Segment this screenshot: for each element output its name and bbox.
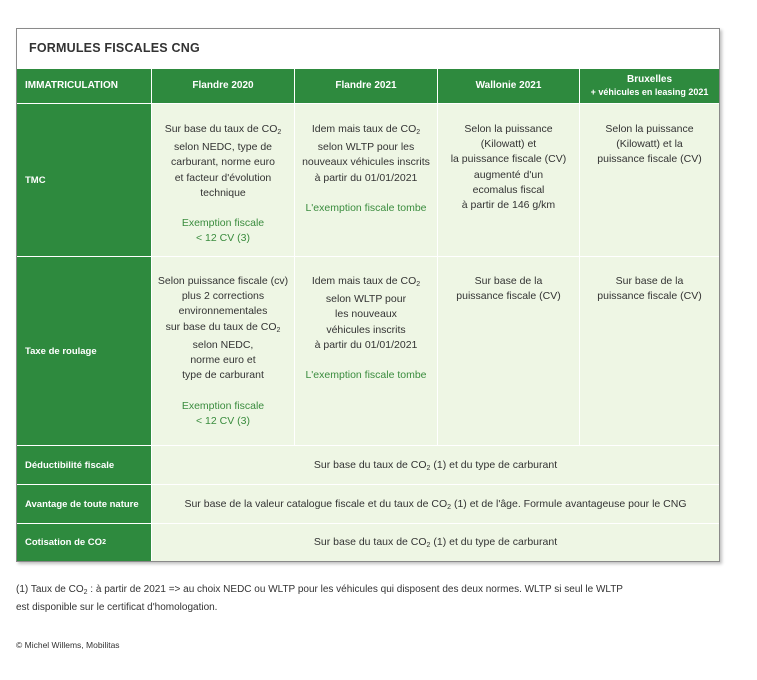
header-bruxelles [580, 69, 719, 103]
text: technique [200, 186, 246, 199]
text: type de carburant [182, 369, 264, 382]
tmc-wallonie-2021 [438, 104, 579, 256]
text: environnementales [178, 305, 268, 318]
roulage-wallonie-2021 [438, 257, 579, 445]
co2-subscript: 2 [276, 326, 281, 334]
text: selon WLTP pour [325, 293, 407, 306]
green-note: < 12 CV (3) [196, 414, 250, 427]
text: à partir du 01/01/2021 [314, 171, 418, 184]
text: (1) et du type de carburant [430, 536, 558, 548]
co2-subscript: 2 [416, 281, 421, 288]
text: la puissance fiscale (CV) [450, 153, 567, 166]
green-note: Exemption fiscale [181, 399, 265, 412]
co2-subscript: 2 [447, 503, 452, 511]
text: selon WLTP pour les [317, 141, 415, 154]
text: Cotisation de CO [25, 537, 103, 548]
text: selon NEDC, type de [173, 141, 273, 154]
text: augmenté d'un [473, 168, 544, 181]
text: Sur base de la valeur catalogue fiscale et du taux de CO [184, 497, 448, 510]
text: Idem mais taux de CO [311, 275, 417, 287]
text: véhicules inscrits [326, 323, 406, 336]
text: ecomalus fiscal [472, 183, 545, 196]
text: (1) Taux de CO [16, 584, 84, 595]
text: nouveaux véhicules inscrits [302, 156, 430, 169]
header-flandre-2020: Flandre 2020 [152, 69, 294, 103]
co2-subscript: 2 [416, 129, 421, 136]
tmc-flandre-2021 [295, 104, 437, 256]
text: Selon la puissance [464, 123, 553, 135]
text: Sur base du taux de CO [313, 536, 427, 548]
text: Idem mais taux de CO [311, 123, 417, 135]
co2-subscript: 2 [83, 589, 88, 596]
text: les nouveaux [335, 308, 397, 321]
page-title: FORMULES FISCALES CNG [29, 41, 200, 55]
green-note: Exemption fiscale [181, 217, 265, 230]
text: (Kilowatt) et la [616, 138, 683, 151]
text: à partir du 01/01/2021 [314, 338, 418, 351]
header-bruxelles-line1: Bruxelles [626, 74, 673, 85]
co2-subscript: 2 [102, 539, 106, 546]
text: Sur base du taux de CO [313, 458, 427, 471]
text: puissance fiscale (CV) [597, 153, 702, 166]
text: puissance fiscale (CV) [597, 290, 702, 303]
text: puissance fiscale (CV) [456, 290, 561, 303]
green-note: L'exemption fiscale tombe [305, 202, 427, 214]
copyright: © Michel Willems, Mobilitas [16, 640, 120, 650]
co2-subscript: 2 [277, 129, 282, 136]
row-label-taxe-roulage: Taxe de roulage [17, 257, 151, 445]
text: Selon la puissance [605, 123, 694, 135]
header-wallonie-2021: Wallonie 2021 [438, 69, 579, 103]
text: selon NEDC, [192, 338, 254, 351]
roulage-bruxelles [580, 257, 719, 445]
green-note: < 12 CV (3) [196, 232, 250, 245]
roulage-flandre-2020 [152, 257, 294, 445]
row-label-atn: Avantage de toute nature [17, 485, 151, 523]
row-label-cotisation [17, 524, 151, 561]
deductibilite-value [152, 446, 719, 484]
text: carburant, norme euro [171, 156, 275, 169]
text: Selon puissance fiscale (cv) [157, 275, 289, 287]
text: Sur base de la [474, 275, 543, 287]
text: plus 2 corrections [181, 290, 265, 303]
roulage-flandre-2021 [295, 257, 437, 445]
text: : à partir de 2021 => au choix NEDC ou WLTP pour les véhicules qui disposent des deux normes. WLTP si seul le WLTP [87, 584, 623, 595]
atn-value [152, 485, 719, 523]
row-label-tmc: TMC [17, 104, 151, 256]
row-label-deductibilite: Déductibilité fiscale [17, 446, 151, 484]
header-flandre-2021: Flandre 2021 [295, 69, 437, 103]
footnote [16, 582, 736, 615]
tmc-flandre-2020 [152, 104, 294, 256]
cotisation-value [152, 524, 719, 561]
green-note: L'exemption fiscale tombe [305, 369, 427, 382]
text: (1) et de l'âge. Formule avantageuse pour le CNG [451, 497, 687, 510]
co2-subscript: 2 [426, 542, 431, 549]
text: norme euro et [190, 354, 256, 367]
text: (Kilowatt) et [480, 138, 537, 151]
text: et facteur d'évolution [174, 171, 272, 184]
text: sur base du taux de CO [165, 320, 277, 333]
text: Sur base du taux de CO [164, 123, 278, 135]
header-immatriculation: IMMATRICULATION [17, 69, 151, 103]
co2-subscript: 2 [426, 464, 431, 472]
text: est disponible sur le certificat d'homologation. [16, 602, 218, 613]
table-frame [16, 28, 720, 562]
text: (1) et du type de carburant [430, 458, 558, 471]
header-bruxelles-line2: + véhicules en leasing 2021 [590, 87, 709, 97]
text: à partir de 146 g/km [461, 199, 556, 212]
text: Sur base de la [615, 275, 684, 287]
tmc-bruxelles [580, 104, 719, 256]
